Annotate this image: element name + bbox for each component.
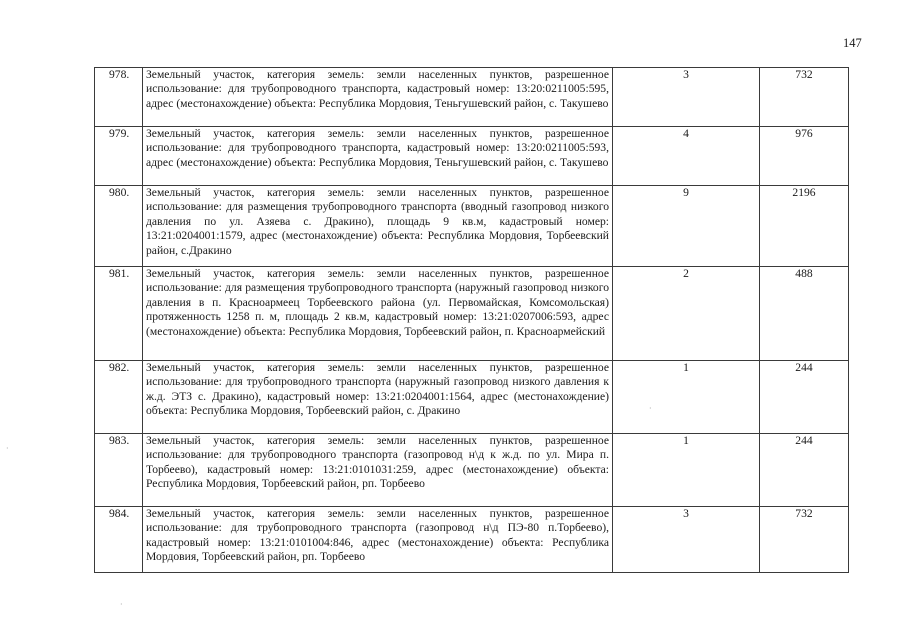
table-row	[95, 507, 849, 573]
row-value: 488	[760, 267, 849, 361]
table-row	[95, 186, 849, 267]
row-quantity: 3	[613, 507, 760, 573]
row-quantity: 9	[613, 186, 760, 267]
row-value: 976	[760, 127, 849, 186]
table-row	[95, 361, 849, 434]
row-description: Земельный участок, категория земель: земли населенных пунктов, разрешенное использование: для размещения трубопроводного транспорта (наружный газопровод низкого давления в п. Красноармеец Торбеевского района (ул. Первомайская, Комсомольская) протяженность 1258 п. м, площадь 2 кв.м, кадастровый номер: 13:21:0207006:593, адрес (местонахождение) объекта: Республика Мордовия, Торбеевский район, п. Красноармейский	[143, 267, 613, 361]
row-value: 2196	[760, 186, 849, 267]
table-row	[95, 68, 849, 127]
row-description: Земельный участок, категория земель: земли населенных пунктов, разрешенное использование: для трубопроводного транспорта (наружный газопровод низкого давления к ж.д. ЭТЗ с. Дракино), кадастровый номер: 13:21:0204001:1564, адрес (местонахождение) объекта: Республика Мордовия, Торбеевский район, с. Дракино	[143, 361, 613, 434]
row-description: Земельный участок, категория земель: земли населенных пунктов, разрешенное использование: для размещения трубопроводного транспорта (вводный газопровод низкого давления по ул. Азяева с. Дракино), площадь 9 кв.м, кадастровый номер: 13:21:0204001:1579, адрес (местонахождение) объекта: Республика Мордовия, Торбеевский район, с.Дракино	[143, 186, 613, 267]
row-value: 732	[760, 507, 849, 573]
page-number: 147	[843, 36, 862, 50]
row-quantity: 3	[613, 68, 760, 127]
row-quantity: 2	[613, 267, 760, 361]
row-number: 980.	[95, 186, 143, 267]
row-number: 978.	[95, 68, 143, 127]
scan-speck: ·	[6, 444, 9, 453]
row-value: 244	[760, 361, 849, 434]
row-quantity: 4	[613, 127, 760, 186]
row-description: Земельный участок, категория земель: земли населенных пунктов, разрешенное использование: для трубопроводного транспорта, кадастровый номер: 13:20:0211005:593, адрес (местонахождение) объекта: Республика Мордовия, Теньгушевский район, с. Такушево	[143, 127, 613, 186]
row-description: Земельный участок, категория земель: земли населенных пунктов, разрешенное использование: для трубопроводного транспорта, кадастровый номер: 13:20:0211005:595, адрес (местонахождение) объекта: Республика Мордовия, Теньгушевский район, с. Такушево	[143, 68, 613, 127]
row-description: Земельный участок, категория земель: земли населенных пунктов, разрешенное использование: для трубопроводного транспорта (газопровод н\д ПЭ-80 п.Торбеево), кадастровый номер: 13:21:0101004:846, адрес (местонахождение) объекта: Республика Мордовия, Торбеевский район, рп. Торбеево	[143, 507, 613, 573]
row-quantity: 1	[613, 434, 760, 507]
scan-speck: ·	[649, 404, 652, 413]
table-row	[95, 267, 849, 361]
row-number: 983.	[95, 434, 143, 507]
row-description: Земельный участок, категория земель: земли населенных пунктов, разрешенное использование: для трубопроводного транспорта (газопровод н\д к ж.д. по ул. Мира п. Торбеево), кадастровый номер: 13:21:0101031:259, адрес (местонахождение) объекта: Республика Мордовия, Торбеевский район, рп. Торбеево	[143, 434, 613, 507]
land-plot-registry-table	[94, 67, 849, 573]
table-row	[95, 434, 849, 507]
row-value: 732	[760, 68, 849, 127]
row-number: 979.	[95, 127, 143, 186]
row-value: 244	[760, 434, 849, 507]
row-number: 982.	[95, 361, 143, 434]
row-number: 984.	[95, 507, 143, 573]
scan-speck: ·	[120, 600, 123, 609]
table-row	[95, 127, 849, 186]
row-quantity: 1	[613, 361, 760, 434]
row-number: 981.	[95, 267, 143, 361]
